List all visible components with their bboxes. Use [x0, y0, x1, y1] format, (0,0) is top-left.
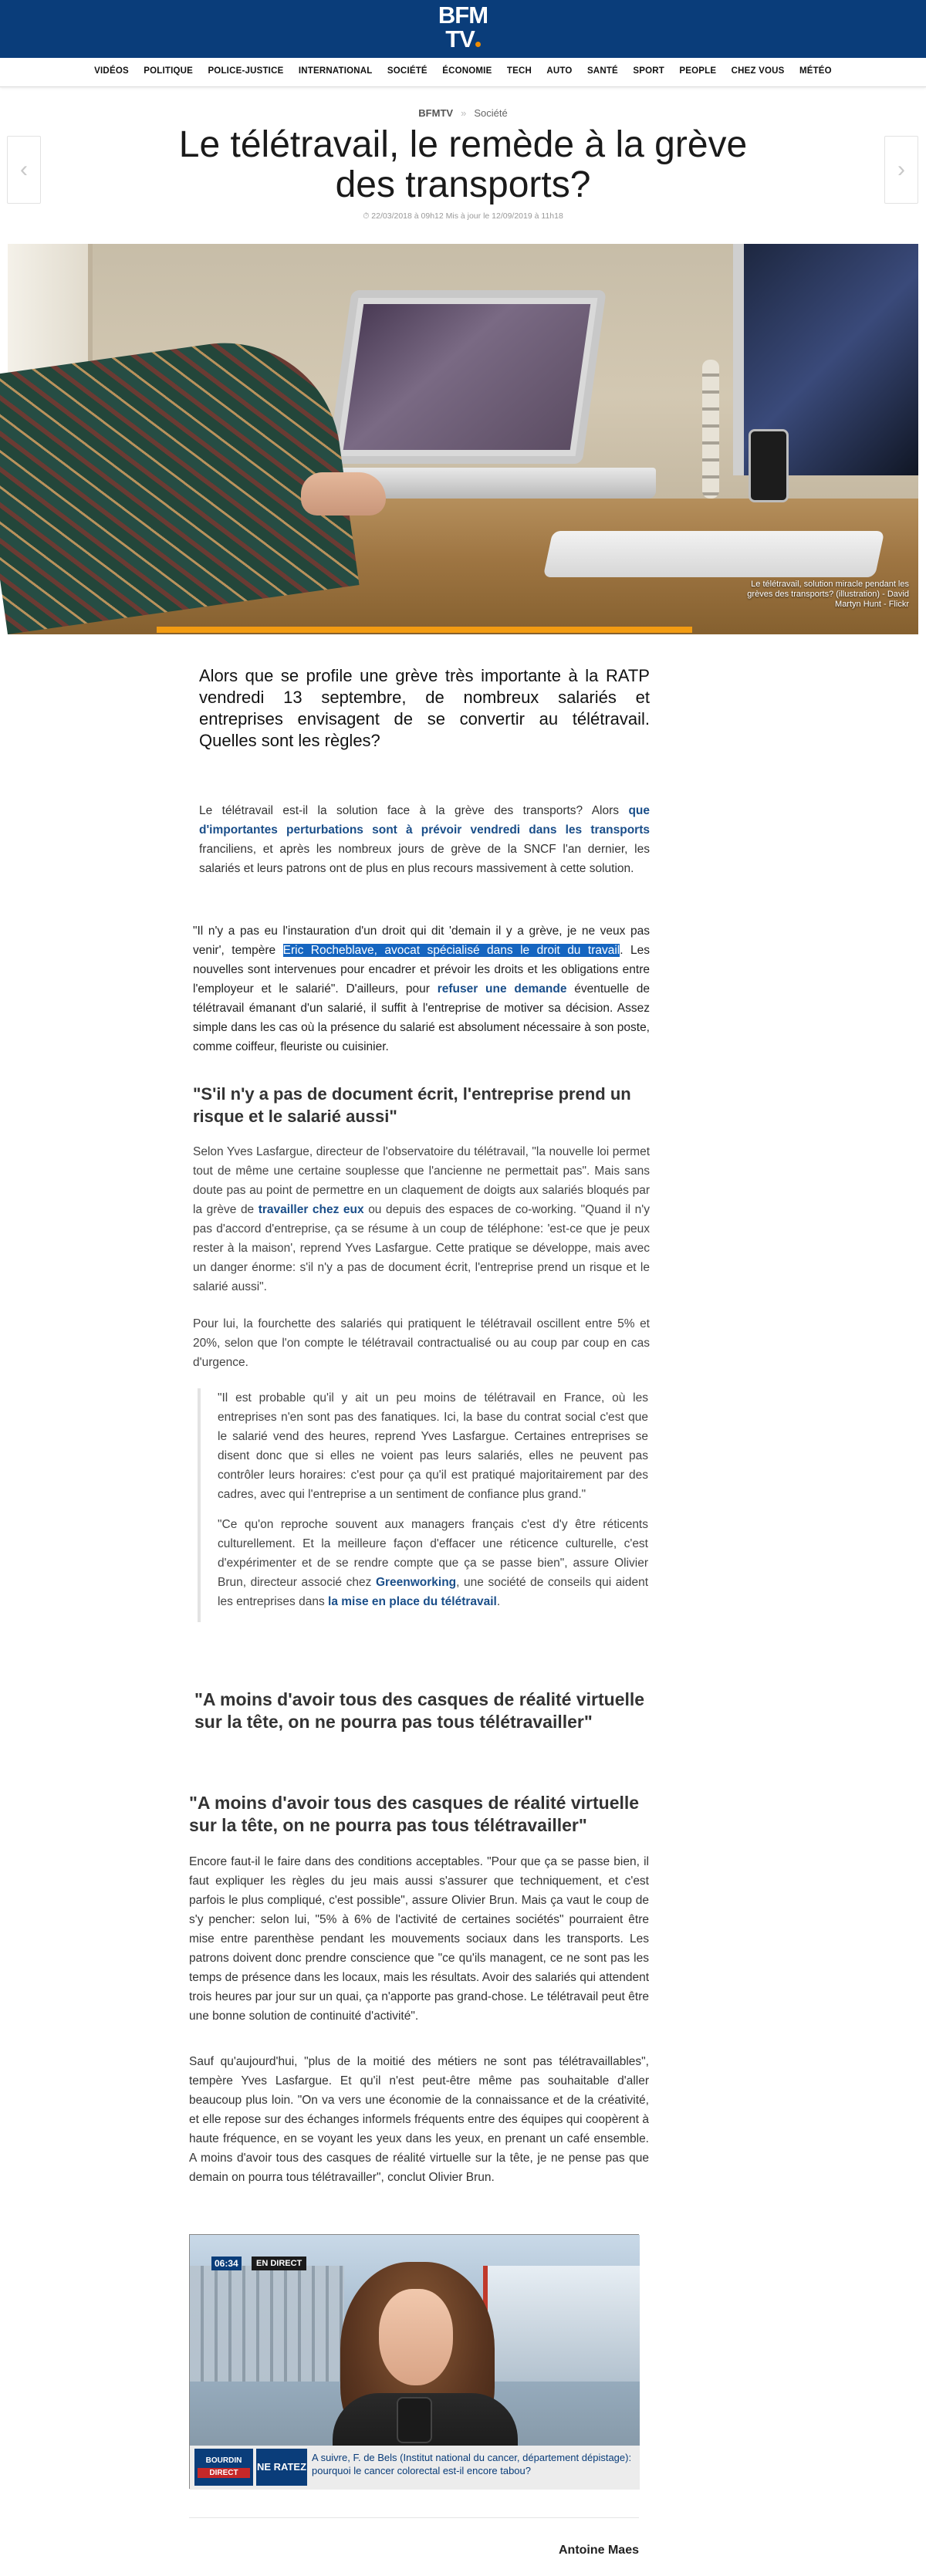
link-mise-en-place[interactable]: la mise en place du télétravail [328, 1595, 497, 1608]
subheading-2: "A moins d'avoir tous des casques de réalité virtuelle sur la tête, on ne pourra pas tous télétravailler" [189, 1793, 640, 1835]
phone-illustration [749, 429, 789, 502]
link-perturbations[interactable]: que d'importantes perturbations sont à prévoir vendredi dans les transports [199, 804, 650, 837]
laptop-illustration [327, 290, 607, 464]
live-badge: EN DIRECT [252, 2257, 306, 2270]
image-caption: Le télétravail, solution miracle pendant les grèves des transports? (illustration) - David Martyn Hunt - Flickr [747, 580, 909, 609]
nav-item-meteo[interactable]: MÉTÉO [799, 66, 832, 76]
article-dateline: ⏱ 22/03/2018 à 09h12 Mis à jour le 12/09/2019 à 11h18 [363, 211, 563, 221]
quote-heading: "A moins d'avoir tous des casques de réalité virtuelle sur la tête, on ne pourra pas tous télétravailler" [194, 1689, 645, 1732]
hero-image [8, 244, 918, 634]
top-bar [0, 0, 926, 58]
paragraph-4: Pour lui, la fourchette des salariés qui pratiquent le télétravail oscillent entre 5% et 20%, selon que l'on compte le télétravail contractualisé ou au coup par coup en cas d'urgence. [193, 1317, 650, 1369]
show-badge: BOURDIN DIRECT [194, 2449, 253, 2486]
quote-paragraph-1: "Il est probable qu'il y ait un peu moins de télétravail en France, où les entreprises n'en sont pas des fanatiques. Ici, la base du contrat social c'est que le salarié vend des heures, reprend Yves Lasfargue. Certaines entreprises se disent donc que si elles ne voient pas leurs salariés, elles ne peuvent pas contrôler leurs horaires: c'est pour ça qu'il est pratiqué majoritairement par des cadres, avec qui l'entreprise a un sentiment de confiance plus grand." [218, 1391, 648, 1501]
logo-line2: TV [434, 28, 492, 51]
breadcrumb-separator: » [461, 107, 467, 119]
breadcrumb-home[interactable]: BFMTV [418, 107, 454, 119]
nav-item-politique[interactable]: POLITIQUE [144, 66, 194, 76]
nav-item-international[interactable]: INTERNATIONAL [298, 66, 373, 76]
quote-paragraph-2: "Ce qu'on reproche souvent aux managers français c'est d'y être réticents culturellement. Et la meilleure façon d'effacer une réticence culturelle, c'est d'expérimenter et de se rendre compte que ça se passe bien", assure Olivier Brun, directeur associé chez Greenworking, une société de conseils qui aident les entreprises dans la mise en place du télétravail. [218, 1518, 649, 1608]
video-clock: 06:34 [211, 2257, 242, 2270]
nav-item-sport[interactable]: SPORT [633, 66, 664, 76]
paragraph-2: "Il n'y a pas eu l'instauration d'un droit qui dit 'demain il y a grève, je ne veux pas venir', tempère Eric Rocheblave, avocat spécialisé dans le droit du travail. Les nouvelles sont intervenues pour encadrer et prévoir les droits et les obligations entre l'employeur et le salarié". D'ailleurs, pour refuser une demande éventuelle de télétravail émanant d'un salarié, il suffit à l'entreprise de motiver sa décision. Assez simple dans les cas où la présence du salarié est absolument nécessaire à son poste, comme coiffeur, fleuriste ou cuisinier. [193, 925, 650, 1053]
paragraph-6: Sauf qu'aujourd'hui, "plus de la moitié des métiers ne sont pas télétravaillables", tempère Yves Lasfargue. Et qu'il n'est peut-être même pas souhaitable d'aller beaucoup plus loin. "On va vers une économie de la connaissance et de la créativité, et elle repose sur des échanges informels fréquents entre des équipes qui coopèrent à haute fréquence, en se voyant les yeux dans les yeux, en prenant un café ensemble. A moins d'avoir tous des casques de réalité virtuelle sur la tête, je ne pense pas que demain on pourra tous télétravailler", conclut Olivier Brun. [189, 2055, 649, 2184]
highlighted-selection[interactable]: Eric Rocheblave, avocat spécialisé dans le droit du travail [282, 944, 620, 957]
nav-item-economie[interactable]: ÉCONOMIE [442, 66, 492, 76]
nav-item-people[interactable]: PEOPLE [679, 66, 717, 76]
bfmtv-logo[interactable] [434, 3, 492, 54]
nav-item-societe[interactable]: SOCIÉTÉ [387, 66, 428, 76]
article-lead: Alors que se profile une grève très importante à la RATP vendredi 13 septembre, de nombreux salariés et entreprises envisagent de se convertir au télétravail. Quelles sont les règles? [199, 666, 650, 750]
breadcrumb [0, 107, 926, 119]
subheading-1: "S'il n'y a pas de document écrit, l'entreprise prend un risque et le salarié aussi" [193, 1084, 631, 1126]
article-author: Antoine Maes [558, 2544, 639, 2557]
main-nav [0, 58, 926, 87]
nav-item-tech[interactable]: TECH [506, 66, 532, 76]
next-article-arrow-icon[interactable]: › [884, 136, 918, 204]
microphone-icon [397, 2397, 432, 2443]
paragraph-3: Selon Yves Lasfargue, directeur de l'observatoire du télétravail, "la nouvelle loi permet tout de même une certaine souplesse que l'ancienne ne permettait pas". Mais sans doute pas au point de permettre en un claquement de doigts aux salariés bloqués par la grève de travailler chez eux ou depuis des espaces de co-working. "Quand il n'y pas d'accord d'entreprise, ça se résume à un coup de téléphone: 'est-ce que je peux rester à la maison', reprend Yves Lasfargue. Cette pratique se développe, mais avec un danger énorme: s'il n'y a pas de document écrit, l'entreprise prend un risque et le salarié aussi". [193, 1145, 650, 1293]
hero-accent-rule [157, 627, 692, 633]
logo-line1: BFM [438, 2, 488, 29]
nav-item-sante[interactable]: SANTÉ [586, 66, 618, 76]
nav-item-police-justice[interactable]: POLICE-JUSTICE [208, 66, 284, 76]
nav-item-chez-vous[interactable]: CHEZ VOUS [731, 66, 785, 76]
previous-article-arrow-icon[interactable]: ‹ [7, 136, 41, 204]
paragraph-5: Encore faut-il le faire dans des conditions acceptables. "Pour que ça se passe bien, il faut expliquer les règles du jeu mais aussi s'assurer que techniquement, et c'est parfois le plus compliqué, c'est possible", assure Olivier Brun. Mais ça vaut le coup de s'y pencher: selon lui, "5% à 6% de l'activité de certaines sociétés" pourraient être mise entre parenthèse pendant les mouvements sociaux dans les transports. Les patrons doivent donc prendre conscience que "ce qu'ils managent, ce ne sont pas les temps de présence dans les locaux, mais les résultats. Avoir des salariés qui attendent trois heures par jour sur un quai, ça n'apporte pas grand-chose. Le télétravail peut être une bonne solution de continuité d'activité". [189, 1855, 649, 2023]
video-player[interactable] [189, 2234, 639, 2510]
page-title: Le télétravail, le remède à la grève des transports? [178, 124, 748, 205]
nav-item-auto[interactable]: AUTO [546, 66, 573, 76]
ne-ratez-pas-label: NE RATEZ PAS [256, 2449, 307, 2486]
link-greenworking[interactable]: Greenworking [375, 1576, 457, 1589]
keyboard-illustration [543, 531, 885, 577]
footer-divider [189, 2517, 639, 2518]
paragraph-1: Le télétravail est-il la solution face à la grève des transports? Alors que d'importantes perturbations sont à prévoir vendredi dans les transports franciliens, et après les nombreux jours de grève de la SNCF l'an dernier, les salariés et leurs patrons ont de plus en plus recours massivement à cette solution. [199, 804, 650, 875]
link-travailler-chez-eux[interactable]: travailler chez eux [258, 1203, 364, 1216]
blockquote [198, 1388, 648, 1622]
video-ticker: A suivre, F. de Bels (Institut national du cancer, département dépistage): pourquoi le cancer colorectal est-il encore tabou? [312, 2452, 632, 2476]
nav-item-videos[interactable]: VIDÉOS [94, 66, 129, 76]
link-refuser-demande[interactable]: refuser une demande [437, 982, 567, 996]
breadcrumb-section[interactable]: Société [474, 107, 508, 119]
speaker-illustration [702, 360, 719, 499]
